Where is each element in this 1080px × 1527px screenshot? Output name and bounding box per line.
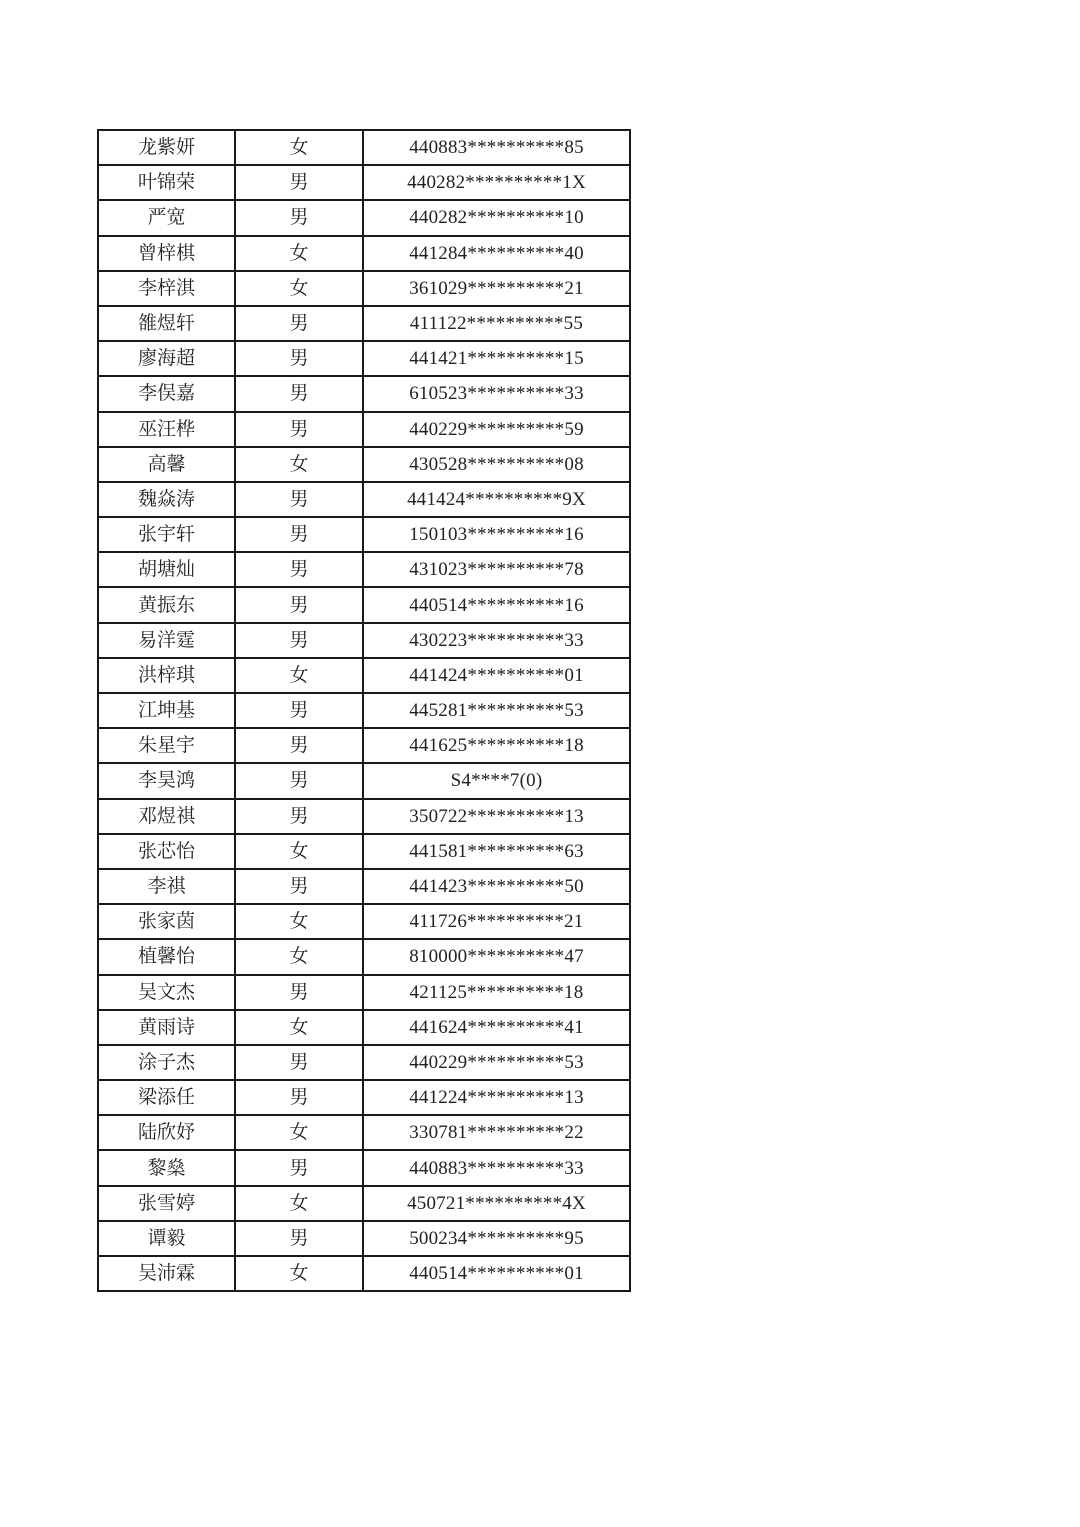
name-cell: 巫汪桦 <box>98 412 235 447</box>
id-number-cell: 441624**********41 <box>363 1010 630 1045</box>
name-cell: 叶锦荣 <box>98 165 235 200</box>
table-row <box>98 1080 630 1115</box>
gender-cell: 女 <box>235 271 363 306</box>
name-cell: 魏焱涛 <box>98 482 235 517</box>
name-cell: 梁添任 <box>98 1080 235 1115</box>
name-cell: 张家茵 <box>98 904 235 939</box>
name-cell: 涂子杰 <box>98 1045 235 1080</box>
id-number-cell: 445281**********53 <box>363 693 630 728</box>
gender-cell: 男 <box>235 587 363 622</box>
id-number-cell: 440883**********33 <box>363 1150 630 1185</box>
id-number-cell: 440883**********85 <box>363 130 630 165</box>
gender-cell: 女 <box>235 1186 363 1221</box>
id-number-cell: 500234**********95 <box>363 1221 630 1256</box>
table-row <box>98 975 630 1010</box>
name-cell: 谭毅 <box>98 1221 235 1256</box>
id-number-cell: 430528**********08 <box>363 447 630 482</box>
table-row <box>98 869 630 904</box>
id-number-cell: 441421**********15 <box>363 341 630 376</box>
table-row <box>98 1115 630 1150</box>
table-row <box>98 412 630 447</box>
id-number-cell: 441284**********40 <box>363 236 630 271</box>
id-number-cell: 441424**********9X <box>363 482 630 517</box>
roster-table <box>97 129 631 1292</box>
table-row <box>98 587 630 622</box>
gender-cell: 男 <box>235 1045 363 1080</box>
table-row <box>98 904 630 939</box>
id-number-cell: 450721**********4X <box>363 1186 630 1221</box>
name-cell: 陆欣妤 <box>98 1115 235 1150</box>
table-row <box>98 1010 630 1045</box>
id-number-cell: 330781**********22 <box>363 1115 630 1150</box>
table-row <box>98 1221 630 1256</box>
gender-cell: 女 <box>235 939 363 974</box>
id-number-cell: 440282**********10 <box>363 200 630 235</box>
name-cell: 江坤基 <box>98 693 235 728</box>
id-number-cell: 421125**********18 <box>363 975 630 1010</box>
name-cell: 黄振东 <box>98 587 235 622</box>
gender-cell: 男 <box>235 1080 363 1115</box>
gender-cell: 男 <box>235 376 363 411</box>
gender-cell: 男 <box>235 165 363 200</box>
gender-cell: 女 <box>235 130 363 165</box>
name-cell: 植馨怡 <box>98 939 235 974</box>
id-number-cell: 440514**********16 <box>363 587 630 622</box>
table-row <box>98 1150 630 1185</box>
gender-cell: 男 <box>235 306 363 341</box>
id-number-cell: 150103**********16 <box>363 517 630 552</box>
gender-cell: 女 <box>235 658 363 693</box>
gender-cell: 男 <box>235 517 363 552</box>
table-row <box>98 341 630 376</box>
table-row <box>98 834 630 869</box>
id-number-cell: 441581**********63 <box>363 834 630 869</box>
name-cell: 曾梓棋 <box>98 236 235 271</box>
id-number-cell: 430223**********33 <box>363 623 630 658</box>
name-cell: 高馨 <box>98 447 235 482</box>
gender-cell: 男 <box>235 482 363 517</box>
name-cell: 邓煜祺 <box>98 799 235 834</box>
name-cell: 黄雨诗 <box>98 1010 235 1045</box>
name-cell: 李俣嘉 <box>98 376 235 411</box>
id-number-cell: S4****7(0) <box>363 763 630 798</box>
id-number-cell: 440282**********1X <box>363 165 630 200</box>
gender-cell: 女 <box>235 447 363 482</box>
name-cell: 李昊鸿 <box>98 763 235 798</box>
name-cell: 龙紫妍 <box>98 130 235 165</box>
name-cell: 张雪婷 <box>98 1186 235 1221</box>
table-row <box>98 658 630 693</box>
id-number-cell: 441625**********18 <box>363 728 630 763</box>
name-cell: 张芯怡 <box>98 834 235 869</box>
roster-table-body <box>98 130 630 1291</box>
table-row <box>98 1186 630 1221</box>
gender-cell: 女 <box>235 236 363 271</box>
table-row <box>98 623 630 658</box>
id-number-cell: 610523**********33 <box>363 376 630 411</box>
name-cell: 吴文杰 <box>98 975 235 1010</box>
table-row <box>98 1256 630 1291</box>
name-cell: 易洋霆 <box>98 623 235 658</box>
gender-cell: 男 <box>235 341 363 376</box>
gender-cell: 男 <box>235 412 363 447</box>
name-cell: 严宽 <box>98 200 235 235</box>
table-row <box>98 165 630 200</box>
name-cell: 洪梓琪 <box>98 658 235 693</box>
name-cell: 黎燊 <box>98 1150 235 1185</box>
table-row <box>98 693 630 728</box>
gender-cell: 男 <box>235 728 363 763</box>
id-number-cell: 361029**********21 <box>363 271 630 306</box>
gender-cell: 男 <box>235 623 363 658</box>
table-row <box>98 939 630 974</box>
name-cell: 胡塘灿 <box>98 552 235 587</box>
name-cell: 李祺 <box>98 869 235 904</box>
table-row <box>98 728 630 763</box>
name-cell: 雒煜轩 <box>98 306 235 341</box>
id-number-cell: 411122**********55 <box>363 306 630 341</box>
name-cell: 吴沛霖 <box>98 1256 235 1291</box>
name-cell: 张宇轩 <box>98 517 235 552</box>
gender-cell: 男 <box>235 552 363 587</box>
gender-cell: 女 <box>235 904 363 939</box>
table-row <box>98 130 630 165</box>
table-row <box>98 1045 630 1080</box>
gender-cell: 男 <box>235 975 363 1010</box>
id-number-cell: 440514**********01 <box>363 1256 630 1291</box>
table-row <box>98 552 630 587</box>
table-row <box>98 306 630 341</box>
name-cell: 李梓淇 <box>98 271 235 306</box>
name-cell: 朱星宇 <box>98 728 235 763</box>
id-number-cell: 440229**********59 <box>363 412 630 447</box>
table-row <box>98 447 630 482</box>
id-number-cell: 350722**********13 <box>363 799 630 834</box>
gender-cell: 女 <box>235 834 363 869</box>
gender-cell: 男 <box>235 1150 363 1185</box>
id-number-cell: 441423**********50 <box>363 869 630 904</box>
table-row <box>98 517 630 552</box>
table-row <box>98 200 630 235</box>
gender-cell: 男 <box>235 200 363 235</box>
gender-cell: 男 <box>235 799 363 834</box>
gender-cell: 男 <box>235 763 363 798</box>
id-number-cell: 440229**********53 <box>363 1045 630 1080</box>
gender-cell: 男 <box>235 693 363 728</box>
table-row <box>98 482 630 517</box>
gender-cell: 女 <box>235 1256 363 1291</box>
id-number-cell: 431023**********78 <box>363 552 630 587</box>
gender-cell: 男 <box>235 1221 363 1256</box>
gender-cell: 男 <box>235 869 363 904</box>
id-number-cell: 441424**********01 <box>363 658 630 693</box>
table-row <box>98 376 630 411</box>
table-row <box>98 271 630 306</box>
gender-cell: 女 <box>235 1115 363 1150</box>
gender-cell: 女 <box>235 1010 363 1045</box>
table-row <box>98 763 630 798</box>
id-number-cell: 411726**********21 <box>363 904 630 939</box>
name-cell: 廖海超 <box>98 341 235 376</box>
table-row <box>98 236 630 271</box>
table-row <box>98 799 630 834</box>
id-number-cell: 810000**********47 <box>363 939 630 974</box>
id-number-cell: 441224**********13 <box>363 1080 630 1115</box>
